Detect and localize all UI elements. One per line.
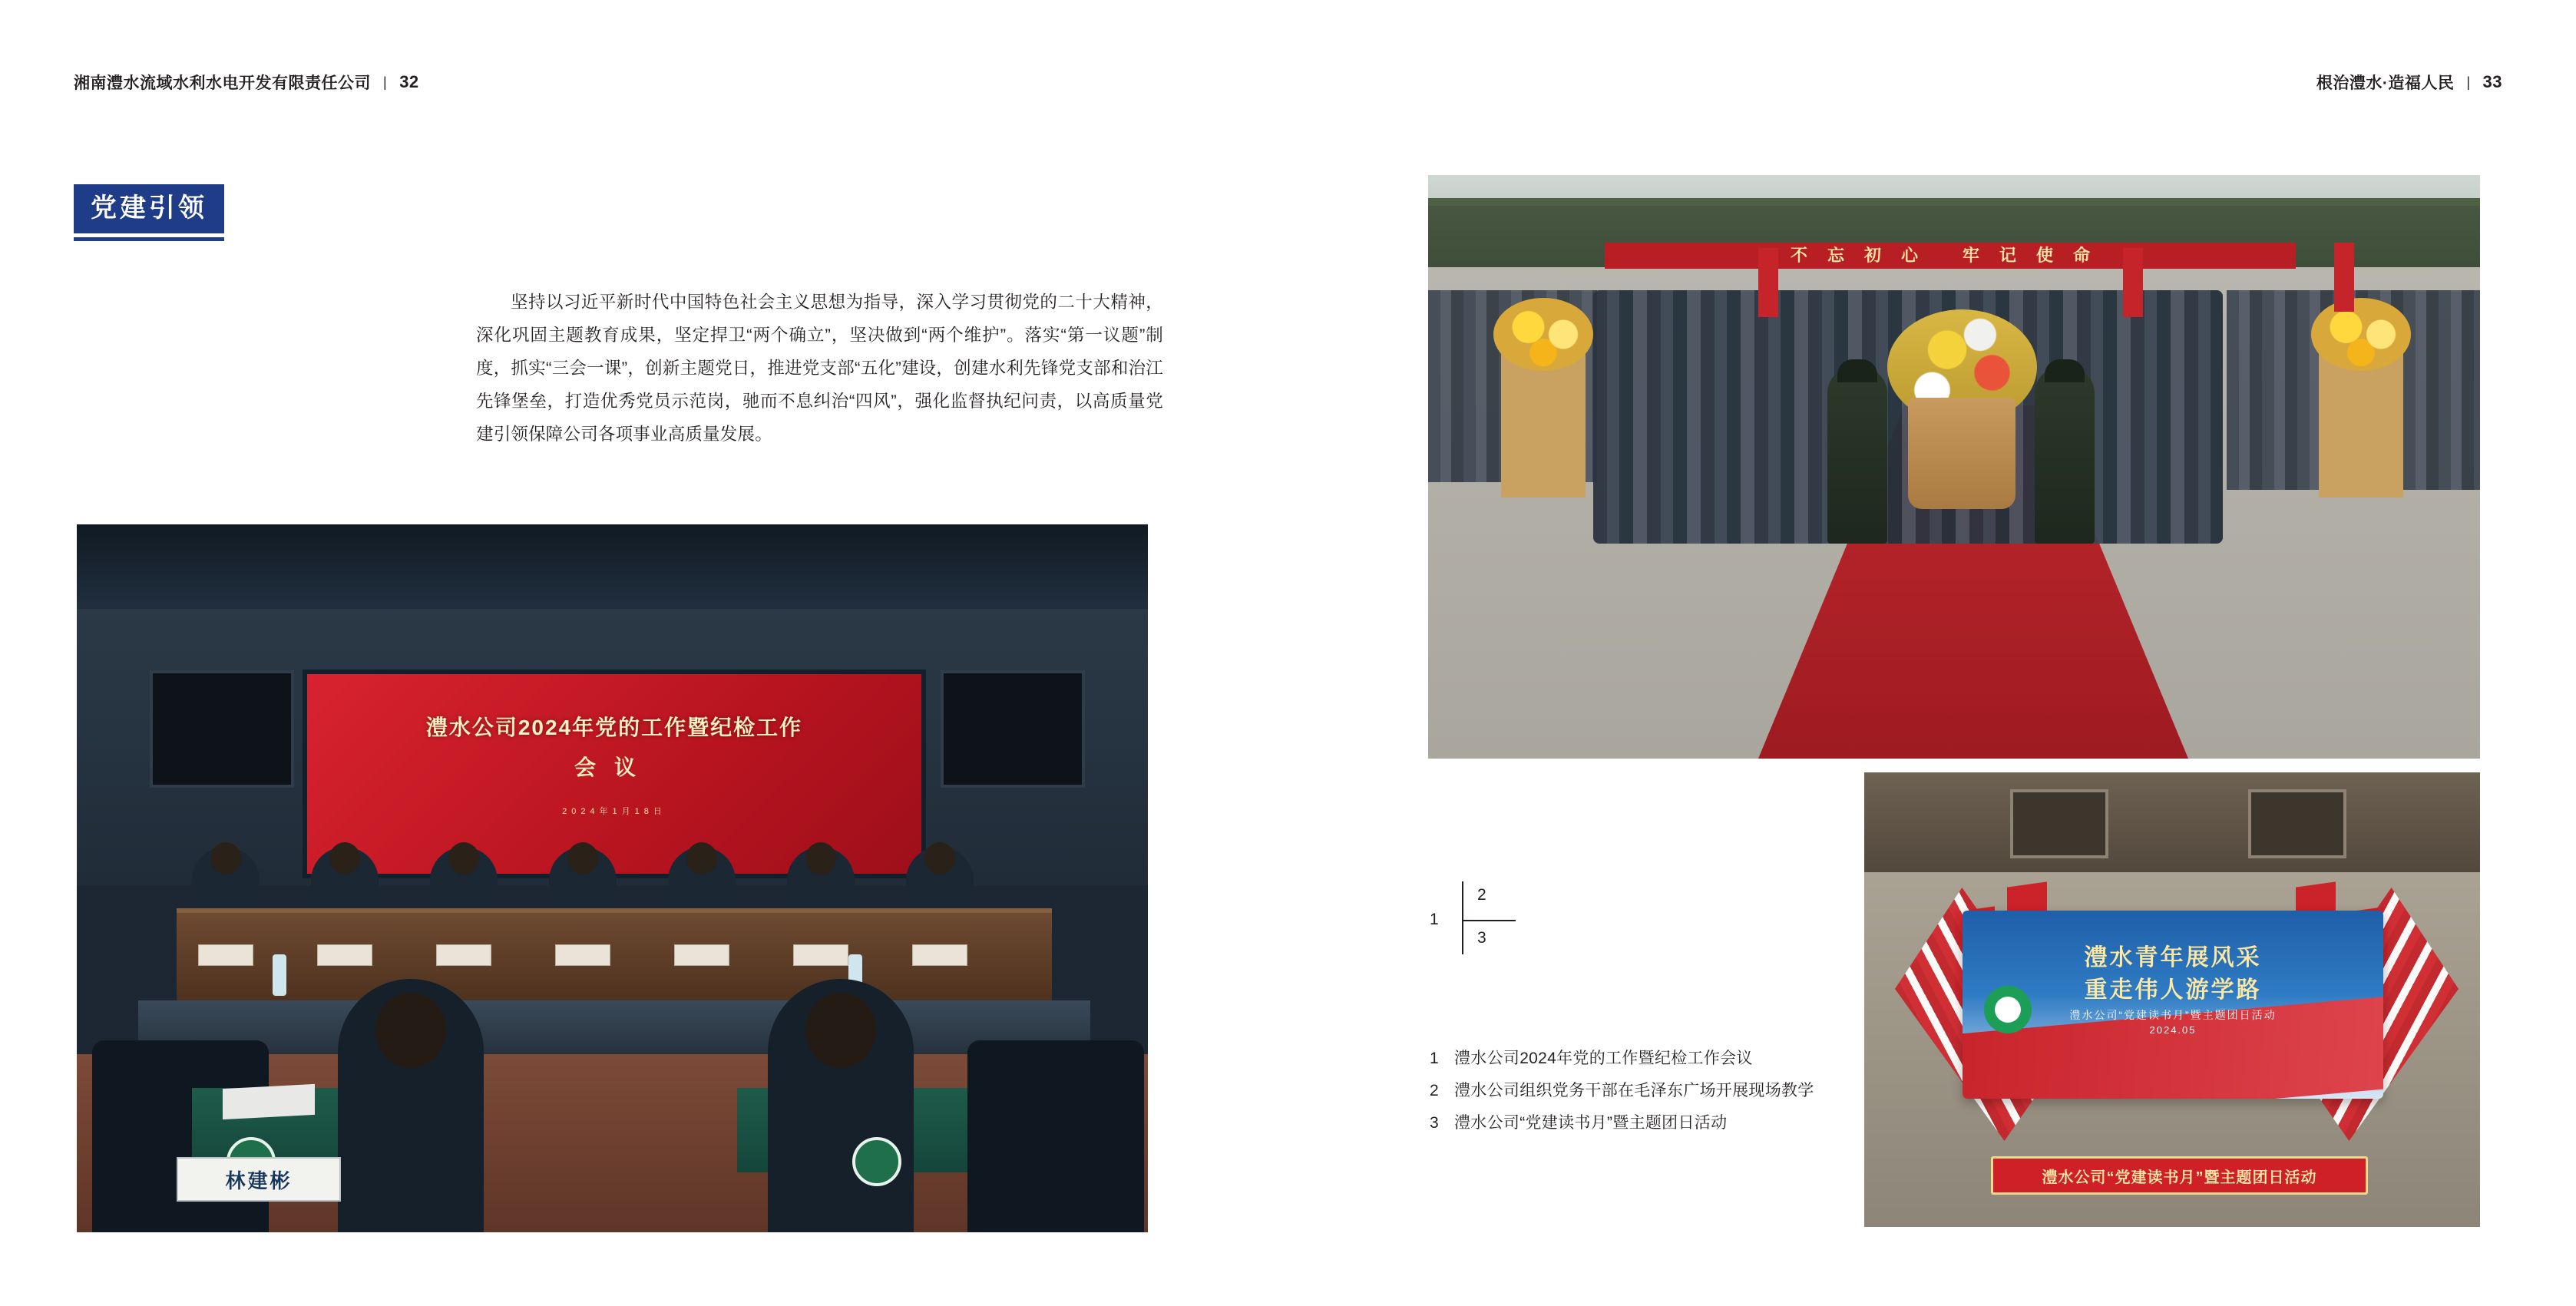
red-flag-icon xyxy=(2334,243,2354,312)
right-page-header xyxy=(2316,71,2502,94)
person-head-icon xyxy=(924,842,955,875)
photo-square-content xyxy=(1428,175,2480,759)
caption-number: 2 xyxy=(1430,1082,1439,1099)
meeting-name-card xyxy=(793,944,848,966)
section-title-text: 党建引领 xyxy=(91,193,207,223)
caption-number: 3 xyxy=(1430,1114,1439,1132)
meeting-side-panel-left xyxy=(150,670,294,788)
person-head-icon xyxy=(805,842,836,875)
photo-youth-content xyxy=(1864,772,2480,1227)
person-head-icon xyxy=(329,842,360,875)
photo-memorial-square xyxy=(1428,175,2480,759)
meeting-name-card xyxy=(317,944,372,966)
person-head-icon xyxy=(686,842,717,875)
military-cap-icon xyxy=(1837,359,1877,382)
flower-bloom-icon xyxy=(1493,298,1593,371)
youth-banner-line3: 澧水公司“党建读书月”暨主题团日活动 xyxy=(2069,1009,2277,1021)
left-page-header-text: 湘南澧水流域水利水电开发有限责任公司 xyxy=(74,74,371,92)
caption-text: 澧水公司“党建读书月”暨主题团日活动 xyxy=(1454,1114,1728,1132)
military-cap-icon xyxy=(2045,359,2085,382)
photo-meeting-content xyxy=(77,524,1148,1232)
square-honor-guard xyxy=(1827,367,1887,544)
caption-item xyxy=(1430,1083,2121,1099)
caption-text: 澧水公司2024年党的工作暨纪检工作会议 xyxy=(1454,1050,1753,1067)
left-page-number: 32 xyxy=(399,72,419,91)
square-wreath-basket xyxy=(1908,398,2015,509)
meeting-name-card xyxy=(674,944,729,966)
caption-number: 1 xyxy=(1430,1050,1439,1067)
youth-wall-panel xyxy=(2248,789,2346,858)
meeting-screen-title: 澧水公司2024年党的工作暨纪检工作 xyxy=(425,716,803,739)
figure-key-number-2: 2 xyxy=(1477,886,1486,904)
caption-list xyxy=(1430,1050,2121,1147)
meeting-foreground-person xyxy=(338,979,484,1232)
square-flower-stand xyxy=(1501,352,1586,498)
meeting-second-table xyxy=(138,1000,1090,1054)
meeting-ceiling xyxy=(77,524,1148,617)
meeting-foreground-person xyxy=(768,979,914,1232)
red-flag-icon xyxy=(2123,248,2143,317)
youth-banner-line1: 澧水青年展风采 xyxy=(2084,945,2262,970)
meeting-led-screen xyxy=(307,674,921,874)
meeting-name-card xyxy=(436,944,491,966)
youth-wall-panel xyxy=(2010,789,2108,858)
right-page-header-separator: | xyxy=(2466,74,2471,90)
left-page-header xyxy=(74,71,419,94)
right-page-header-text: 根治澧水·造福人民 xyxy=(2316,74,2455,92)
square-banner-text: 不忘初心 牢记使命 xyxy=(1605,243,2296,269)
meeting-desk-paper xyxy=(223,1084,315,1119)
caption-item xyxy=(1430,1050,2121,1066)
caption-text: 澧水公司组织党务干部在毛泽东广场开展现场教学 xyxy=(1454,1082,1814,1099)
photo-meeting-conference xyxy=(77,524,1148,1232)
water-bottle-icon xyxy=(273,954,286,996)
figure-key-number-1: 1 xyxy=(1430,911,1439,928)
red-flag-icon xyxy=(1758,248,1778,317)
body-paragraph: 坚持以习近平新时代中国特色社会主义思想为指导，深入学习贯彻党的二十大精神，深化巩固主题教育成果，坚定捍卫“两个确立”，坚决做到“两个维护”。落实“第一议题”制度，抓实“三会一课”，创新主题党日，推进党支部“五化”建设，创建水利先锋党支部和治江先锋堡垒，打造优秀党员示范岗，驰而不息纠治“四风”，强化监督执纪问责，以高质量党建引领保障公司各项事业高质量发展。 xyxy=(476,293,1163,444)
figure-key-horizontal-rule xyxy=(1462,920,1516,921)
youth-back-wall xyxy=(1864,772,2480,872)
person-head-icon xyxy=(210,842,241,875)
person-head-icon xyxy=(448,842,479,875)
youth-banner-line4: 2024.05 xyxy=(2149,1024,2197,1036)
square-honor-guard xyxy=(2035,367,2095,544)
meeting-name-plate: 林建彬 xyxy=(177,1157,341,1202)
person-head-icon xyxy=(375,993,446,1068)
flower-bloom-icon xyxy=(2311,298,2411,371)
right-page-number: 33 xyxy=(2482,72,2502,91)
youth-banner-line2: 重走伟人游学路 xyxy=(2084,977,2262,1003)
youth-bottom-banner: 澧水公司“党建读书月”暨主题团日活动 xyxy=(1991,1156,2368,1195)
photo-youth-reading-activity xyxy=(1864,772,2480,1227)
meeting-name-card xyxy=(198,944,253,966)
figure-key-vertical-rule xyxy=(1462,881,1463,954)
meeting-side-panel-right xyxy=(941,670,1085,788)
section-title xyxy=(74,184,224,233)
caption-item xyxy=(1430,1115,2121,1131)
left-page-header-separator: | xyxy=(383,74,388,90)
meeting-emblem-icon xyxy=(852,1137,901,1186)
person-head-icon xyxy=(567,842,598,875)
meeting-screen-date: 2024年1月18日 xyxy=(562,807,666,816)
meeting-name-card xyxy=(912,944,967,966)
square-flower-stand xyxy=(2319,352,2403,498)
section-title-underline xyxy=(74,237,224,241)
figure-key-number-3: 3 xyxy=(1477,929,1486,947)
meeting-foreground-chair xyxy=(967,1040,1144,1232)
figure-key-diagram xyxy=(1430,881,1553,954)
meeting-screen-subtitle: 会议 xyxy=(574,755,654,779)
meeting-name-card xyxy=(555,944,610,966)
person-head-icon xyxy=(805,993,876,1068)
